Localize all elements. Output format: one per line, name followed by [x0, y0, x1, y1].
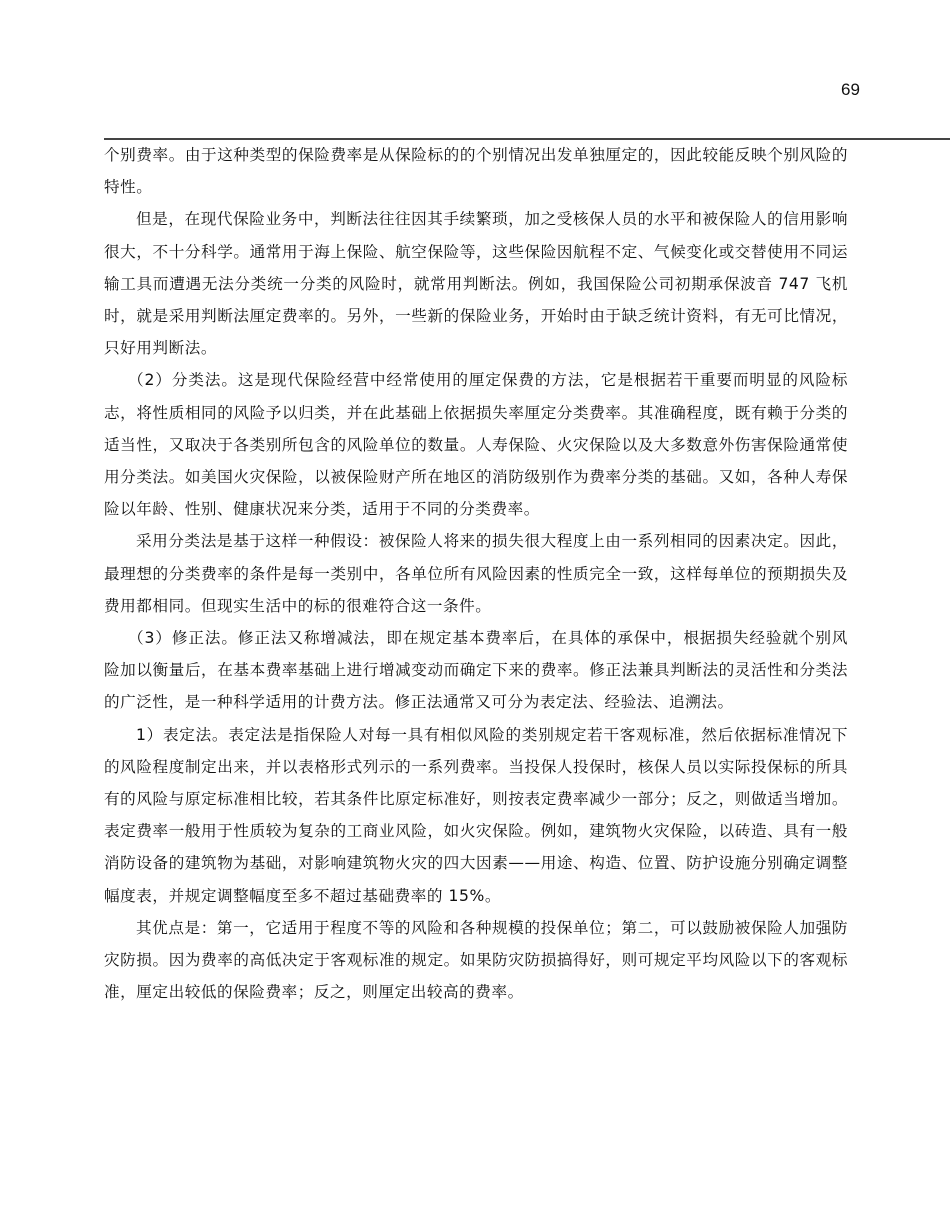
paragraph-schedule-rating: 1）表定法。表定法是指保险人对每一具有相似风险的类别规定若干客观标准，然后依据标准情况下的风险程度制定出来，并以表格形式列示的一系列费率。当投保人投保时，核保人员以实际投保标的所具有的风险与原定标准相比较，若其条件比原定标准好，则按表定费率减少一部分；反之，则做适当增加。表定费率一般用于性质较为复杂的工商业风险，如火灾保险。例如，建筑物火灾保险，以砖造、具有一般消防设备的建筑物为基础，对影响建筑物火灾的四大因素——用途、构造、位置、防护设施分别确定调整幅度表，并规定调整幅度至多不超过基础费率的 15%。 — [104, 725, 848, 905]
paragraph-modification-method: （3）修正法。修正法又称增减法，即在规定基本费率后，在具体的承保中，根据损失经验就个别风险加以衡量后，在基本费率基础上进行增减变动而确定下来的费率。修正法兼具判断法的灵活性和分类法的广泛性，是一种科学适用的计费方法。修正法通常又可分为表定法、经验法、追溯法。 — [104, 629, 848, 712]
paragraph-continuation: 个别费率。由于这种类型的保险费率是从保险标的的个别情况出发单独厘定的，因此较能反映个别风险的特性。 — [104, 146, 848, 197]
paragraph-classification-assumption: 采用分类法是基于这样一种假设：被保险人将来的损失很大程度上由一系列相同的因素决定。因此，最理想的分类费率的条件是每一类别中，各单位所有风险因素的性质完全一致，这样每单位的预期损失及费用都相同。但现实生活中的标的很难符合这一条件。 — [104, 532, 848, 615]
page-body — [104, 139, 848, 1008]
paragraph-classification-method: （2）分类法。这是现代保险经营中经常使用的厘定保费的方法，它是根据若干重要而明显的风险标志，将性质相同的风险予以归类，并在此基础上依据损失率厘定分类费率。其准确程度，既有赖于分类的适当性，又取决于各类别所包含的风险单位的数量。人寿保险、火灾保险以及大多数意外伤害保险通常使用分类法。如美国火灾保险，以被保险财产所在地区的消防级别作为费率分类的基础。又如，各种人寿保险以年龄、性别、健康状况来分类，适用于不同的分类费率。 — [104, 371, 848, 519]
paragraph-advantages: 其优点是：第一，它适用于程度不等的风险和各种规模的投保单位；第二，可以鼓励被保险人加强防灾防损。因为费率的高低决定于客观标准的规定。如果防灾防损搞得好，则可规定平均风险以下的客观标准，厘定出较低的保险费率；反之，则厘定出较高的费率。 — [104, 918, 848, 1002]
page-number: 69 — [841, 80, 860, 99]
paragraph-judgment-method-drawbacks: 但是，在现代保险业务中，判断法往往因其手续繁琐，加之受核保人员的水平和被保险人的信用影响很大，不十分科学。通常用于海上保险、航空保险等，这些保险因航程不定、气候变化或交替使用不同运输工具而遭遇无法分类统一分类的风险时，就常用判断法。例如，我国保险公司初期承保波音 747 飞机时，就是采用判断法厘定费率的。另外，一些新的保险业务，开始时由于缺乏统计资料，有无可比情况，只好用判断法。 — [104, 210, 848, 358]
